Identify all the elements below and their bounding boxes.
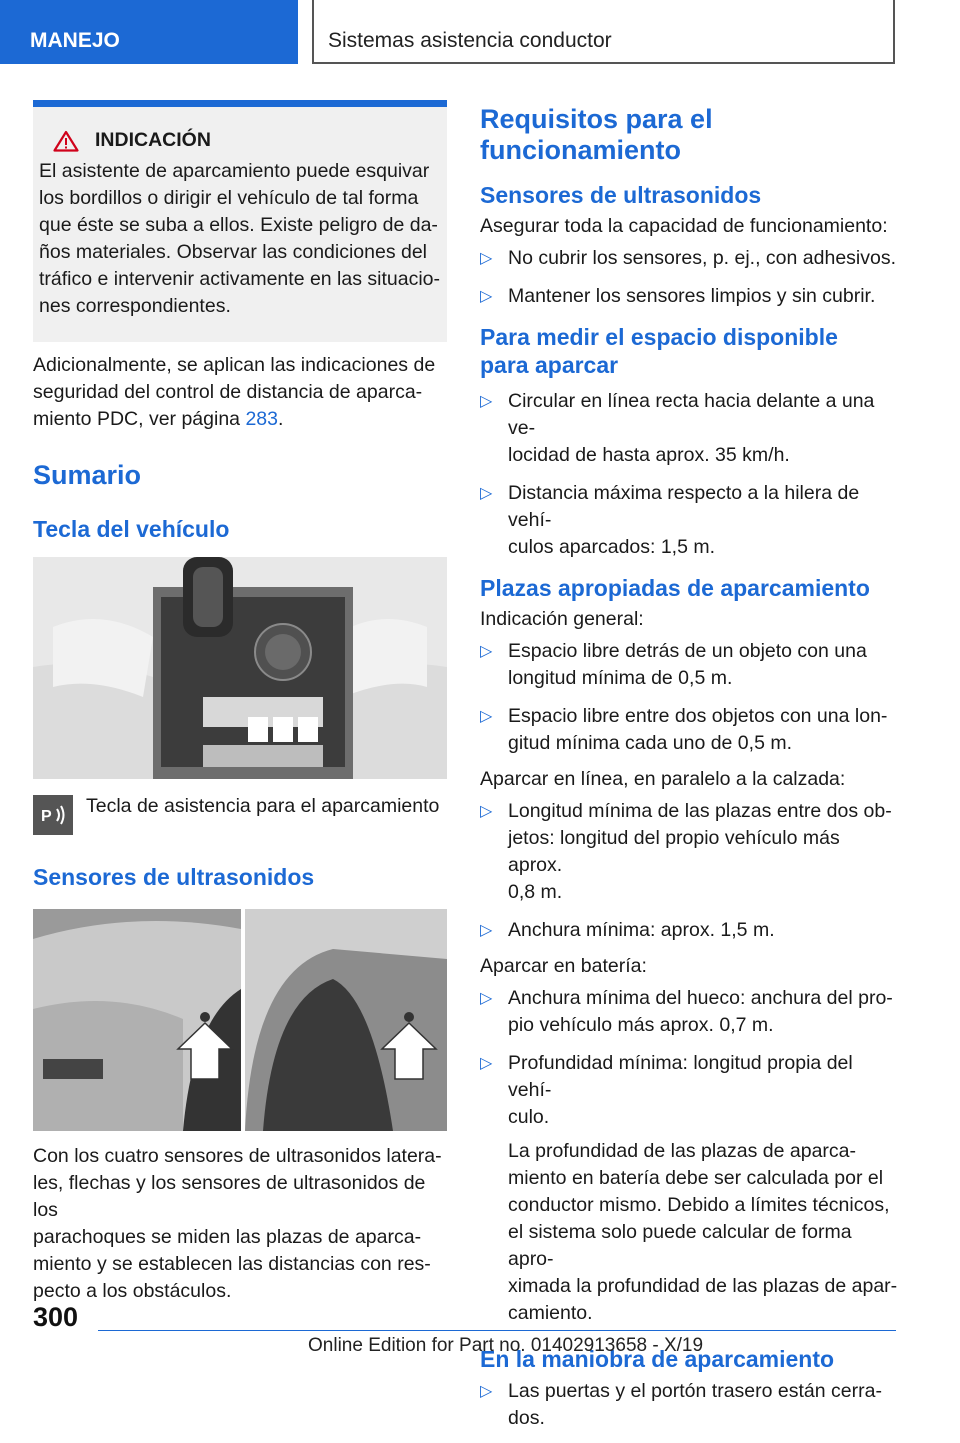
list-item: ▷ No cubrir los sensores, p. ej., con adhesivos.	[480, 245, 898, 272]
triangle-right-bullet-icon: ▷	[480, 643, 493, 660]
edition-text: Online Edition for Part no. 01402913658 - X/19	[308, 1335, 704, 1356]
bateria-note: La profundidad de las plazas de aparca‐ miento en batería debe ser calculada por el conductor mismo. Debido a límites técnicos, el sistema solo puede calcular de forma apro‐ ximada la profundidad de las plazas de apar‐ camiento.	[508, 1140, 898, 1324]
sensores-list	[480, 245, 898, 310]
page-link[interactable]: 283	[245, 408, 278, 430]
maniobra-list	[480, 1378, 898, 1432]
requisitos-heading: Requisitos para el funcionamiento	[480, 104, 713, 165]
button-caption-row	[33, 795, 447, 835]
button-heading: Tecla del vehículo	[33, 516, 230, 542]
footer-divider	[98, 1330, 896, 1331]
triangle-right-bullet-icon: ▷	[480, 250, 493, 267]
page-number: 300	[33, 1302, 79, 1332]
sensores-intro: Asegurar toda la capacidad de funcionamiento:	[480, 215, 888, 237]
sensors-photo	[33, 909, 447, 1131]
triangle-right-bullet-icon: ▷	[480, 393, 493, 410]
chapter-title: Sistemas asistencia conductor	[312, 0, 895, 64]
triangle-right-bullet-icon: ▷	[480, 1383, 493, 1400]
right-column	[480, 100, 898, 1443]
list-item: ▷ Anchura mínima: aprox. 1,5 m.	[480, 917, 898, 944]
list-item: ▷ Espacio libre entre dos objetos con una lon‐ gitud mínima cada uno de 0,5 m.	[480, 705, 888, 754]
parking-assistant-button-icon	[33, 795, 73, 835]
list-item: ▷ Anchura mínima del hueco: anchura del pro‐ pio vehículo más aprox. 0,7 m.	[480, 987, 893, 1036]
warning-text: El asistente de aparcamiento puede esquivar los bordillos o dirigir el vehículo de tal forma que éste se suba a ellos. Existe peligro de da‐ ños materiales. Observar las condiciones del tráfico e intervenir activamente en las situacio‐ nes correspondientes.	[39, 160, 441, 317]
sumario-heading: Sumario	[33, 460, 142, 490]
warning-title: INDICACIÓN	[95, 129, 211, 151]
medir-heading: Para medir el espacio disponible para aparcar	[480, 324, 838, 378]
console-photo	[33, 557, 447, 779]
plazas-general-list	[480, 638, 898, 757]
list-item: ▷ Las puertas y el portón trasero están cerra‐ dos.	[480, 1380, 882, 1429]
triangle-right-bullet-icon: ▷	[480, 990, 493, 1007]
sensors-text: Con los cuatro sensores de ultrasonidos latera‐ les, flechas y los sensores de ultrasonidos de los parachoques se miden las plazas de aparca‐ miento y se establecen las distancias con res‐ pecto a los obstáculos.	[33, 1145, 442, 1302]
button-caption: Tecla de asistencia para el aparcamiento	[86, 795, 440, 817]
list-item: ▷ Espacio libre detrás de un objeto con una longitud mínima de 0,5 m.	[480, 640, 867, 689]
triangle-right-bullet-icon: ▷	[480, 288, 493, 305]
page-header	[0, 0, 960, 66]
list-item: ▷ Distancia máxima respecto a la hilera de vehí‐ culos aparcados: 1,5 m.	[480, 482, 860, 558]
left-column	[33, 100, 447, 1305]
additional-text: Adicionalmente, se aplican las indicaciones de seguridad del control de distancia de aparca‐ miento PDC, ver página 283.	[33, 354, 436, 430]
warning-box	[33, 100, 447, 342]
plazas-general-intro: Indicación general:	[480, 608, 644, 630]
maniobra-heading: En la maniobra de aparcamiento	[480, 1346, 835, 1372]
svg-text:P: P	[41, 808, 52, 825]
triangle-right-bullet-icon: ▷	[480, 708, 493, 725]
section-tab: MANEJO	[0, 0, 298, 64]
plazas-bateria-list	[480, 985, 898, 1131]
warning-triangle-icon	[53, 130, 79, 152]
triangle-right-bullet-icon: ▷	[480, 803, 493, 820]
triangle-right-bullet-icon: ▷	[480, 485, 493, 502]
medir-list	[480, 388, 898, 561]
list-item: ▷ Longitud mínima de las plazas entre dos ob‐ jetos: longitud del propio vehículo más aprox. 0,8 m.	[480, 800, 892, 903]
sensores-heading: Sensores de ultrasonidos	[480, 182, 762, 208]
sensors-heading: Sensores de ultrasonidos	[33, 864, 315, 890]
list-item: ▷ Circular en línea recta hacia delante a una ve‐ locidad de hasta aprox. 35 km/h.	[480, 390, 875, 466]
triangle-right-bullet-icon: ▷	[480, 1055, 493, 1072]
plazas-heading: Plazas apropiadas de aparcamiento	[480, 575, 870, 601]
triangle-right-bullet-icon: ▷	[480, 922, 493, 939]
list-item: ▷ Profundidad mínima: longitud propia del vehí‐ culo.	[480, 1052, 853, 1128]
list-item: ▷ Mantener los sensores limpios y sin cubrir.	[480, 283, 898, 310]
plazas-linea-intro: Aparcar en línea, en paralelo a la calzada:	[480, 768, 846, 790]
plazas-bateria-intro: Aparcar en batería:	[480, 955, 647, 977]
plazas-linea-list	[480, 798, 898, 944]
